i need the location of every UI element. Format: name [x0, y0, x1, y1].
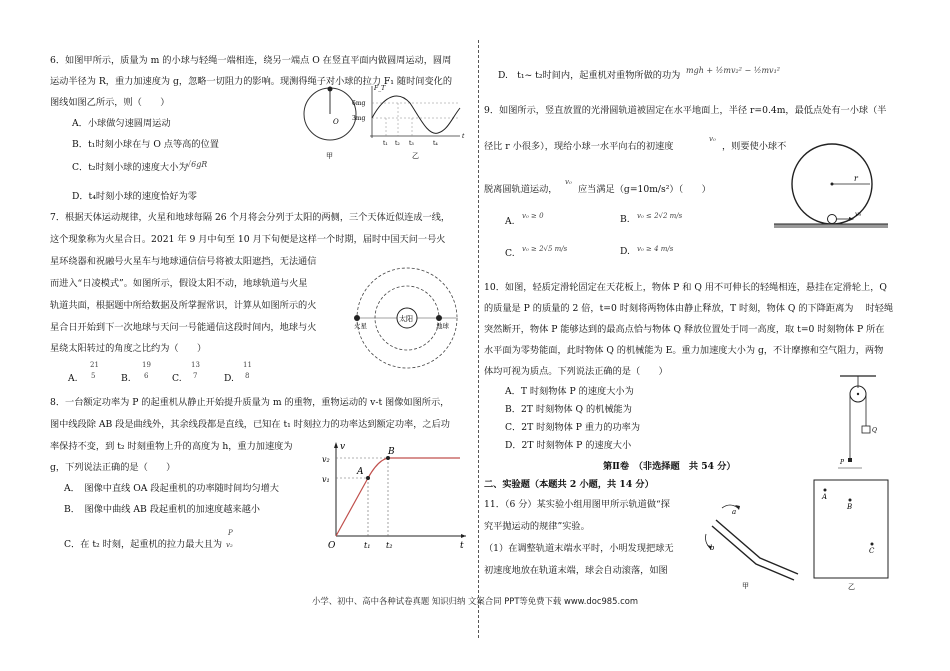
column-divider	[478, 40, 479, 638]
q8-line3: 率保持不变，到 t₂ 时刻重物上升的高度为 h，重力加速度为	[50, 441, 293, 452]
q7-option-a: A.	[68, 373, 78, 384]
tension-curve	[372, 96, 460, 133]
svg-text:乙: 乙	[848, 583, 855, 591]
q7-c-den: 7	[193, 372, 198, 380]
block-q	[862, 426, 870, 433]
q10-option-c: C．2T 时刻物体 P 重力的功率为	[505, 422, 641, 433]
svg-text:t: t	[462, 133, 465, 140]
q8-line2: 图中线段除 AB 段是曲线外，其余线段都是直线，已知在 t₁ 时刻拉力的功率达到额定功率，之后功	[50, 419, 450, 430]
q9-line3b: 应当满足（g=10m/s²）（ ）	[578, 184, 711, 195]
q8-option-a: A． 图像中直线 OA 段起重机的功率随时间均匀增大	[64, 483, 279, 494]
label-earth: 地球	[436, 322, 449, 330]
svg-text:t₄: t₄	[433, 140, 438, 147]
q7-option-d: D.	[224, 373, 234, 384]
svg-text:t₂: t₂	[386, 541, 393, 550]
q9-line2b: ，则要使小球不	[722, 141, 787, 152]
q10-line1: 10．如图，轻质定滑轮固定在天花板上，物体 P 和 Q 用不可伸长的轻绳相连，悬挂在定滑轮上，Q	[484, 282, 887, 293]
svg-text:B: B	[388, 447, 395, 457]
svg-text:O: O	[328, 541, 336, 551]
q10-line4: 水平面为零势能面，此时物体 Q 的机械能为 E。重力加速度大小为 g，不计摩擦和空气阻力，两物	[484, 345, 884, 356]
q9-line1: 9．如图所示，竖直放置的光滑圆轨道被固定在水平地面上，半径 r=0.4m，最低点处有一小球（半	[484, 105, 887, 116]
label-o: O	[333, 118, 339, 126]
q7-option-b: B.	[121, 373, 131, 384]
q10-line3: 突然断开，物体 P 能够达到的最高点恰与物体 Q 释放位置处于同一高度，取 t=0 时刻物体 P 所在	[484, 324, 885, 335]
q8-option-b: B． 图像中曲线 AB 段起重机的加速度越来越小	[64, 504, 260, 515]
q7-c-num: 13	[191, 361, 200, 369]
q9-figure	[772, 140, 892, 228]
svg-text:P: P	[840, 459, 845, 466]
q6-option-d: D．t₄时刻小球的速度恰好为零	[72, 191, 197, 202]
q6-option-b: B．t₁时刻小球在与 O 点等高的位置	[72, 139, 219, 150]
q10-line5: 体均可视为质点。下列说法正确的是（ ）	[484, 366, 668, 377]
svg-text:v₀: v₀	[855, 210, 862, 218]
svg-text:v₂: v₂	[322, 455, 330, 464]
q9-option-a-math: v₀ ≥ 0	[522, 212, 544, 220]
page-footer: 小学、初中、高中各种试卷真题 知识归纳 文案合同 PPT等免费下载 www.doc985.com	[311, 596, 638, 606]
svg-text:v₁: v₁	[322, 475, 330, 484]
q6-option-a: A．小球做匀速圆周运动	[72, 118, 171, 129]
q10-pulley-figure	[836, 374, 886, 470]
block-p	[848, 458, 852, 462]
q7-line7: 星绕太阳转过的角度之比约为（ ）	[50, 343, 207, 354]
q6-option-c: C．t₂时刻小球的速度大小为	[72, 162, 188, 173]
q9-line2: 径比 r 小很多），现给小球一水平向右的初速度	[484, 141, 674, 152]
q8-vt-figure	[320, 440, 470, 552]
q9-option-c: C.	[505, 248, 515, 259]
track-lower	[712, 526, 794, 580]
q6-line3: 图线如图乙所示，则（ ）	[50, 97, 170, 108]
q8-option-d-math: mgh + ½mv₂² − ½mv₁²	[686, 66, 780, 75]
q11-grid-figure	[812, 478, 892, 590]
q7-d-num: 11	[243, 361, 252, 369]
q11-line1: 11．（6 分）某实验小组用图甲所示轨道做“探	[484, 499, 670, 510]
svg-text:t₂: t₂	[395, 140, 400, 147]
q8-c-den: v₂	[226, 541, 233, 549]
q7-b-num: 19	[142, 361, 151, 369]
label-sun: 太阳	[399, 315, 413, 323]
part2-title: 二、实验题（本题共 2 小题，共 14 分）	[484, 479, 654, 490]
label-jia: 甲	[326, 152, 333, 160]
q10-line2: 的质量是 P 的质量的 2 倍，t=0 时刻将两物体由静止释放，T 时刻，物体 Q 的下降距离为 时轻绳	[484, 303, 894, 314]
q7-line1: 7．根据天体运动规律，火星和地球每隔 26 个月将会分列于太阳的两侧，三个天体近似连成一线，	[50, 212, 451, 223]
q11-track-figure	[702, 498, 802, 588]
label-yi: 乙	[412, 152, 419, 160]
q11-line4: 初速度地放在轨道末端，球会自动滚落，如图	[484, 565, 668, 576]
q7-line6: 星合日开始到下一次地球与天问一号能通信这段时间内，地球与火	[50, 322, 317, 333]
vt-curve	[336, 458, 460, 536]
svg-text:甲: 甲	[742, 582, 749, 590]
q8-line1: 8．一台额定功率为 P 的起重机从静止开始提升质量为 m 的重物，重物运动的 v-t 图像如图所示，	[50, 397, 450, 408]
label-mars: 火星	[354, 322, 367, 330]
q7-line5: 轨道共面，根据题中所给数据及所掌握常识，计算从如图所示的火	[50, 300, 317, 311]
q9-v0-inline: v₀	[709, 135, 716, 143]
section-title: 第Ⅱ卷 （非选择题 共 54 分）	[603, 461, 736, 472]
mars	[354, 315, 360, 321]
q6-option-c-math: √6gR	[186, 160, 208, 169]
q7-line3: 星环绕器和祝融号火星车与地球通信信号将被太阳遮挡，无法通信	[50, 256, 317, 267]
svg-text:v: v	[340, 442, 346, 452]
q7-line2: 这个现象称为火星合日。2021 年 9 月中旬至 10 月下旬便是这样一个时期，届时中国天问一号火	[50, 234, 446, 245]
svg-text:C: C	[869, 547, 875, 555]
svg-text:t: t	[460, 541, 464, 551]
svg-text:t₃: t₃	[409, 140, 414, 147]
svg-text:3mg: 3mg	[352, 115, 366, 122]
svg-text:6mg: 6mg	[352, 100, 366, 107]
svg-text:t₁: t₁	[383, 140, 388, 147]
svg-text:a: a	[732, 508, 737, 516]
q7-b-den: 6	[144, 372, 149, 380]
q7-a-den: 5	[91, 372, 96, 380]
q9-v0-inline2: v₀	[565, 178, 572, 186]
q8-line4: g，下列说法正确的是（ ）	[50, 462, 176, 473]
q6-line2: 运动半径为 R，重力加速度为 g，忽略一切阻力的影响。现测得绳子对小球的拉力 F₁ 随时间变化的	[50, 76, 453, 87]
q7-d-den: 8	[245, 372, 250, 380]
q6-line1: 6．如图甲所示，质量为 m 的小球与轻绳一端相连，绕另一端点 O 在竖直平面内做圆周运动，圆周	[50, 55, 452, 66]
earth	[436, 315, 442, 321]
svg-text:B: B	[847, 503, 853, 511]
q7-line4: 而进入“日凌模式”。如图所示，假设太阳不动，地球轨道与火星	[50, 278, 308, 289]
q9-option-b: B.	[620, 214, 630, 225]
q8-option-d: D. t₁~ t₂时间内，起重机对重物所做的功为	[498, 70, 681, 81]
q9-option-b-math: v₀ ≤ 2√2 m/s	[637, 212, 683, 220]
ground	[774, 224, 888, 228]
ball	[828, 215, 837, 224]
q10-option-b: B．2T 时刻物体 Q 的机械能为	[505, 404, 632, 415]
svg-text:b: b	[710, 544, 715, 552]
track-upper	[716, 520, 798, 574]
q9-line3: 脱离圆轨道运动，	[484, 184, 558, 195]
svg-text:r: r	[854, 174, 858, 183]
q8-c-num: P	[228, 529, 233, 537]
ball	[328, 87, 333, 92]
svg-text:A: A	[822, 493, 828, 501]
q10-option-a: A．T 时刻物体 P 的速度大小为	[505, 386, 634, 397]
svg-text:t₁: t₁	[364, 541, 371, 550]
svg-text:F_T: F_T	[374, 85, 386, 92]
q9-option-d-math: v₀ ≥ 4 m/s	[637, 245, 674, 253]
q9-option-d: D.	[620, 246, 630, 257]
q9-option-c-math: v₀ ≥ 2√5 m/s	[522, 245, 568, 253]
q11-line2: 究平抛运动的规律”实验。	[484, 521, 590, 532]
svg-text:A: A	[357, 467, 364, 477]
q11-line3: （1）在调整轨道末端水平时，小明发现把球无	[484, 543, 674, 554]
q10-option-d: D．2T 时刻物体 P 的速度大小	[505, 440, 632, 451]
q8-option-c: C．在 t₂ 时刻，起重机的拉力最大且为	[64, 539, 223, 550]
svg-text:Q: Q	[872, 427, 877, 434]
q6-figure	[300, 82, 470, 162]
q7-option-c: C.	[172, 373, 182, 384]
q7-orbit-figure	[346, 262, 468, 372]
q9-option-a: A.	[505, 216, 515, 227]
q7-a-num: 21	[90, 361, 99, 369]
